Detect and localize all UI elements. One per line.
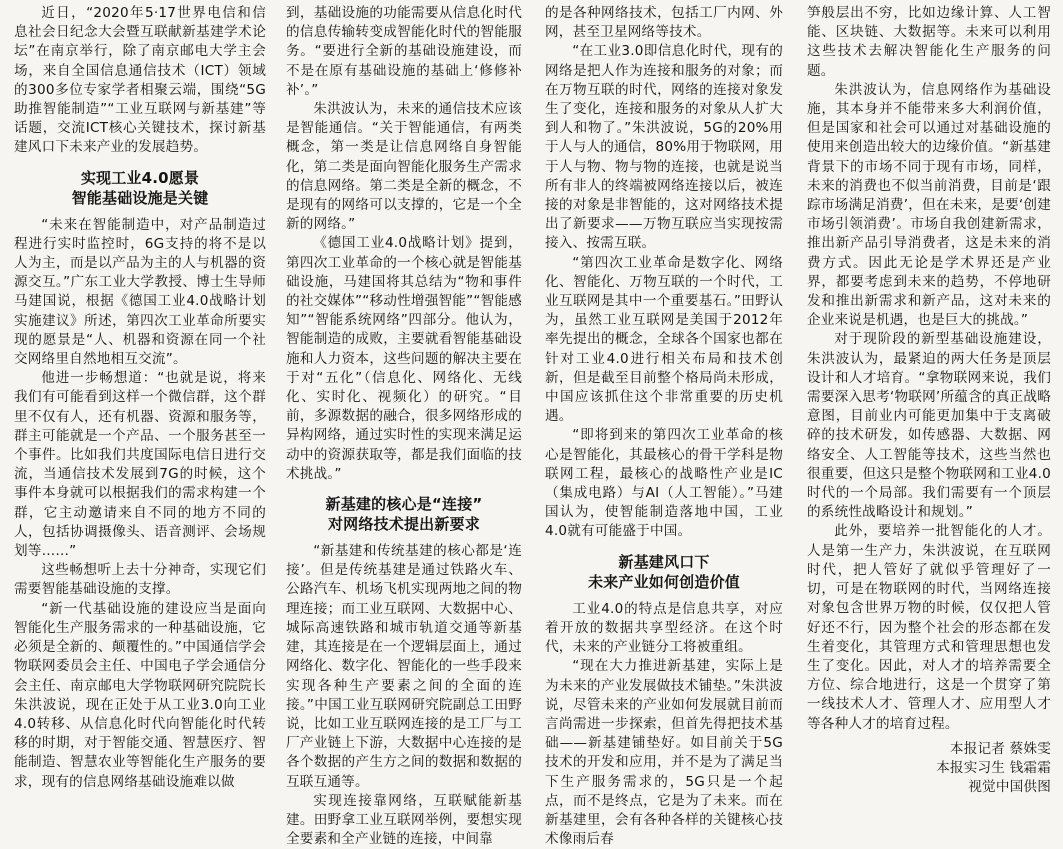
paragraph: “在工业3.0即信息化时代，现有的网络是把人作为连接和服务的对象；而在万物互联的时代，网络的连接对象发生了变化，连接和服务的对象从人扩大到人和物了。”朱洪波说，5G的20%用于人与人的通信，80%用于物联网，用于人与物、物与物的连接，也就是说当所有非人的终端被网络连接以后，被连接的对象是非智能的，这对网络技术提出了新要求——万物互联应当实现按需接入、按需互联。 <box>545 43 783 252</box>
paragraph: 到，基础设施的功能需要从信息化时代的信息传输转变成智能化时代的智能服务。“要进行全新的基础设施建设，而不是在原有基础设施的基础上‘修修补补’。” <box>286 5 522 98</box>
article-column-2 <box>286 4 522 848</box>
heading-line: 未来产业如何创造价值 <box>587 572 740 591</box>
heading-line: 智能基础设施是关键 <box>71 188 209 207</box>
paragraph: 这些畅想听上去十分神奇，实现它们需要智能基础设施的支撑。 <box>14 562 266 598</box>
paragraph: “新一代基础设施的建设应当是面向智能化生产服务需求的一种基础设施，它必须是全新的、颠覆性的。”中国通信学会物联网委员会主任、中国电子学会通信分会主任、南京邮电大学物联网研究院院长朱洪波说，现在正处于从工业3.0向工业4.0转移、从信息化时代向智能化时代转移的时期，对于智能交通、智慧医疗、智能制造、智慧农业等智能化生产服务的要求，现有的信息网络基础设施难以做 <box>14 600 266 790</box>
paragraph: 朱洪波认为，未来的通信技术应该是智能通信。“关于智能通信，有两类概念，第一类是让信息网络自身智能化，第二类是面向智能化服务生产需求的信息网络。第二类是全新的概念，不是现有的网络可以支撑的，它是一个全新的网络。” <box>286 101 522 233</box>
paragraph: 实现连接靠网络，互联赋能新基建。田野拿工业互联网举例，要想实现全要素和全产业链的连接，中间靠 <box>286 792 522 848</box>
heading-line: 实现工业4.0愿景 <box>80 168 200 187</box>
reporter-credit: 本报记者 蔡姝雯 <box>949 740 1051 757</box>
paragraph: “未来在智能制造中，对产品制造过程进行实时监控时，6G支持的将不是以人为主，而是以产品为主的人与机器的资源交互。”广东工业大学教授、博士生导师马建国说，根据《德国工业4.0战略计划实施建议》所述，第四次工业革命所要实现的愿景是“人、机器和资源在同一个社交网络里自然地相互交流”。 <box>14 216 266 368</box>
paragraph: 笋般层出不穷，比如边缘计算、人工智能、区块链、大数据等。未来可以利用这些技术去解决智能化生产服务的问题。 <box>807 5 1051 79</box>
paragraph: 的是各种网络技术，包括工厂内网、外网，甚至卫星网络等技术。 <box>545 5 783 41</box>
section-heading-2 <box>286 494 522 534</box>
intern-credit: 本报实习生 钱霜霜 <box>936 759 1051 776</box>
paragraph: 朱洪波认为，信息网络作为基础设施，其本身并不能带来多大利润价值，但是国家和社会可以通过对基础设施的使用来创造出较大的边缘价值。“新基建背景下的市场不同于现有市场，同样，未来的消费也不似当前消费，目前是‘跟踪市场满足消费’，但在未来，是要‘创建市场引领消费’。市场自我创建新需求，推出新产品引导消费者，这是未来的消费方式。因此无论是学术界还是产业界，都要考虑到未来的趋势，不停地研发和推出新需求和新产品，这对未来的企业来说是机遇，也是巨大的挑战。” <box>807 81 1051 329</box>
article-column-4 <box>807 4 1051 808</box>
heading-line: 新基建风口下 <box>618 552 710 571</box>
paragraph: “即将到来的第四次工业革命的核心是智能化，其最核心的骨干学科是物联网工程，最核心的战略性产业是IC（集成电路）与AI（人工智能）。”马建国认为，使智能制造落地中国，工业4.0就有可能盛于中国。 <box>545 427 783 540</box>
paragraph: 近日，“2020年5·17世界电信和信息社会日纪念大会暨互联献新基建学术论坛”在南京举行，除了南京邮电大学主会场，来自全国信息通信技术（ICT）领域的300多位专家学者相聚云端，围绕“5G助推智能制造”“工业互联网与新基建”等话题，交流ICT核心关键技术，探讨新基建风口下未来产业的发展趋势。 <box>14 5 266 156</box>
paragraph: 《德国工业4.0战略计划》提到，第四次工业革命的一个核心就是智能基础设施，马建国将其总结为“物和事件的社交媒体”“移动性增强智能”“智能感知”“智能系统网络”四部分。他认为，智能制造的成败，主要就看智能基础设施和人力资本，这些问题的解决主要在于对“五化”（信息化、网络化、无线化、实时化、视频化）的研究。“目前，多源数据的融合，很多网络形成的异构网络，通过实时性的实现来满足运动中的资源获取等，都是我们面临的技术挑战。” <box>286 235 522 482</box>
photo-credit: 视觉中国供图 <box>968 779 1051 796</box>
heading-line: 对网络技术提出新要求 <box>327 515 480 534</box>
section-heading-3 <box>545 552 783 592</box>
paragraph: “新基建和传统基建的核心都是‘连接’。但是传统基建是通过铁路火车、公路汽车、机场飞机实现两地之间的物理连接；而工业互联网、大数据中心、城际高速铁路和城市轨道交通等新基建，其连接是在一个逻辑层面上，通过网络化、数字化、智能化的一些手段来实现各种生产要素之间的全面的连接。”中国工业互联网研究院副总工田野说，比如工业互联网连接的是工厂与工厂产业链上下游，大数据中心连接的是各个数据的产生方之间的数据和数据的互联互通等。 <box>286 543 522 790</box>
paragraph: 他进一步畅想道：“也就是说，将来我们有可能看到这样一个微信群，这个群里不仅有人，还有机器、资源和服务等，群主可能就是一个产品、一个服务甚至一个事件。比如我们共度国际电信日进行交流，当通信技术发展到7G的时候，这个事件本身就可以根据我们的需求构建一个群，它主动邀请来自不同的地方不同的人，包括协调摄像头、语音测评、会场规划等……” <box>14 370 266 560</box>
paragraph: 工业4.0的特点是信息共享，对应着开放的数据共享型经济。在这个时代，未来的产业链分工将被重组。 <box>545 600 783 656</box>
paragraph: 此外，要培养一批智能化的人才。人是第一生产力，朱洪波说，在互联网时代，把人管好了就似乎管理好了一切，可是在物联网的时代，当网络连接对象包含世界万物的时候，仅仅把人管好还不行，因为整个社会的形态都在发生着变化，其管理方式和管理思想也发生了变化。因此，对人才的培养需要全方位、综合地进行，这是一个贯穿了第一线技术人才、管理人才、应用型人才等各种人才的培育过程。 <box>807 523 1051 732</box>
paragraph: “现在大力推进新基建，实际上是为未来的产业发展做技术铺垫。”朱洪波说，尽管未来的产业如何发展就目前而言尚需进一步探索，但首先得把技术基础——新基建铺垫好。如目前关于5G技术的开发和应用，并不是为了满足当下生产服务需求的，5G只是一个起点，而不是终点，它是为了未来。而在新基建里，会有各种各样的关键核心技术像雨后春 <box>545 658 783 848</box>
article-column-3 <box>545 4 783 848</box>
byline <box>807 740 1051 798</box>
paragraph: “第四次工业革命是数字化、网络化、智能化、万物互联的一个时代，工业互联网是其中一个重要基石。”田野认为，虽然工业互联网是美国于2012年率先提出的概念，全球各个国家也都在针对工业4.0进行相关布局和技术创新，但是截至目前整个格局尚未形成，中国应该抓住这个非常重要的历史机遇。 <box>545 254 783 425</box>
article-column-1 <box>14 4 266 808</box>
paragraph: 对于现阶段的新型基础设施建设，朱洪波认为，最紧迫的两大任务是顶层设计和人才培育。“拿物联网来说，我们需要深入思考‘物联网’所蕴含的真正战略意图，目前业内可能更加集中于支离破碎的技术研发，如传感器、大数据、网络安全、人工智能等技术，这些当然也很重要，但这只是整个物联网和工业4.0时代的一个局部。我们需要有一个顶层的系统性战略设计和规划。” <box>807 331 1051 521</box>
heading-line: 新基建的核心是“连接” <box>325 495 483 514</box>
section-heading-1 <box>14 168 266 208</box>
